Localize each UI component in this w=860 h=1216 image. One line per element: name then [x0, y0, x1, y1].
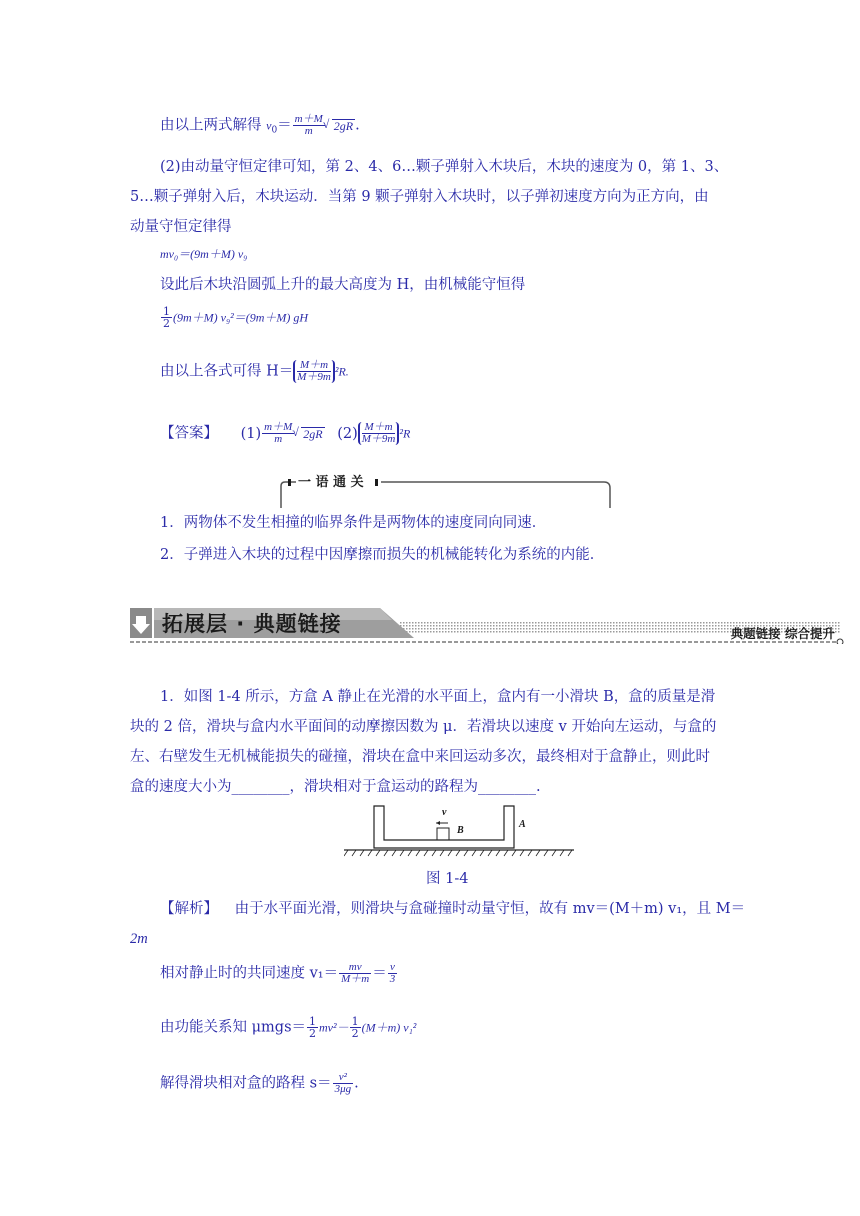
- denominator: M＋9m: [297, 371, 331, 383]
- problem-line: 1．如图 1-4 所示，方盒 A 静止在光滑的水平面上，盒内有一小滑块 B，盒的质量是滑: [160, 689, 716, 705]
- subscript: 0: [271, 125, 278, 136]
- banner-subtitle: 典题链接 综合提升: [730, 626, 835, 641]
- denominator: m: [274, 433, 283, 445]
- fraction: [388, 962, 398, 985]
- summary-item-2: 2．子弹进入木块的过程中因摩擦而损失的机械能转化为系统的内能．: [160, 547, 605, 563]
- period: .: [354, 1075, 359, 1092]
- equals: ＝: [372, 965, 387, 982]
- equation-rest: (9m＋M) v₉²＝(9m＋M) gH: [173, 310, 309, 325]
- text: 由以上两式解得: [160, 117, 262, 134]
- numerator: 1: [351, 1015, 359, 1028]
- sqrt-expression: √ 2gR: [332, 119, 355, 132]
- section-banner: [130, 604, 845, 644]
- fraction-half: [350, 1016, 361, 1039]
- paren-fraction: [293, 360, 335, 383]
- text: 相对静止时的共同速度 v₁＝: [160, 965, 339, 982]
- figure-label-b: B: [457, 825, 464, 836]
- answer-label: 【答案】: [160, 425, 218, 442]
- solution-text: 由于水平面光滑，则滑块与盒碰撞时动量守恒，故有 mv＝(M＋m) v₁，且 M＝: [234, 901, 746, 917]
- denominator: 2: [309, 1027, 317, 1040]
- banner-title: 拓展层 · 典题链接: [162, 612, 342, 636]
- text: mv²－: [319, 1020, 349, 1035]
- figure-label-v: v: [442, 807, 447, 818]
- fraction: [293, 114, 325, 137]
- summary-item-1: 1．两物体不发生相撞的临界条件是两物体的速度同向同速．: [160, 515, 547, 531]
- denominator: M＋m: [341, 973, 370, 985]
- numerator: mv: [339, 962, 371, 974]
- yiyu-title: 一 语 通 关: [298, 475, 364, 490]
- paragraph-line: 5…颗子弹射入后，木块运动．当第 9 颗子弹射入木块时，以子弹初速度方向为正方向，由: [130, 189, 709, 205]
- text: (M＋m) v₁²: [361, 1020, 417, 1035]
- numerator: M＋m: [297, 360, 331, 372]
- numerator: m＋M: [264, 421, 293, 433]
- paren-fraction: [358, 422, 400, 445]
- text: 由以上各式可得 H＝: [160, 363, 294, 380]
- period: .: [355, 117, 360, 134]
- paragraph-line: (2)由动量守恒定律可知，第 2、4、6…颗子弹射入木块后，木块的速度为 0，第 1、3、: [160, 159, 729, 175]
- answer-line: [160, 422, 410, 445]
- fraction: [339, 962, 371, 985]
- fraction-half: [161, 306, 172, 329]
- problem-line: 块的 2 倍，滑块与盒内水平面间的动摩擦因数为 μ．若滑块以速度 v 开始向左运动，与盒的: [130, 719, 717, 735]
- equation-momentum: mv₀＝(9m＋M) v₉: [160, 247, 248, 261]
- fraction: [333, 1072, 354, 1095]
- solution-label: 【解析】: [160, 901, 218, 917]
- answer-2-prefix: (2): [337, 425, 358, 442]
- denominator: M＋9m: [361, 433, 396, 445]
- solution-line-v0: [160, 114, 360, 137]
- paragraph-line: 动量守恒定律得: [130, 219, 232, 235]
- figure-caption: 图 1-4: [426, 871, 469, 887]
- numerator: M＋m: [362, 422, 396, 434]
- numerator: v²: [333, 1072, 354, 1084]
- text: 由功能关系知 μmgs＝: [160, 1019, 307, 1036]
- equals: ＝: [277, 117, 292, 134]
- denominator: 2: [163, 317, 170, 330]
- result-line: [160, 360, 349, 383]
- problem-line: 左、右壁发生无机械能损失的碰撞，滑块在盒中来回运动多次，最终相对于盒静止，则此时: [130, 749, 710, 765]
- fraction: [262, 422, 294, 445]
- numerator: 1: [309, 1015, 317, 1028]
- text: ²R: [399, 426, 411, 441]
- equation-energy: [160, 306, 308, 329]
- numerator: m＋M: [294, 113, 323, 125]
- solution-line-5: [160, 1072, 359, 1095]
- solution-line-1: [160, 902, 745, 917]
- denominator: 3: [389, 973, 396, 985]
- answer-1-prefix: (1): [240, 425, 262, 442]
- figure-box-diagram: [344, 800, 584, 860]
- sqrt-expression: √ 2gR: [301, 427, 324, 440]
- solution-line-4: [160, 1016, 416, 1039]
- denominator: 2: [351, 1027, 359, 1040]
- paragraph-line: 设此后木块沿圆弧上升的最大高度为 H，由机械能守恒得: [160, 277, 526, 293]
- solution-line-2: 2m: [130, 931, 148, 947]
- numerator: v: [388, 962, 398, 974]
- denominator: 3μg: [334, 1083, 352, 1095]
- denominator: m: [304, 125, 313, 137]
- numerator: 1: [163, 305, 170, 318]
- problem-line: 盒的速度大小为________，滑块相对于盒运动的路程为________.: [130, 779, 541, 795]
- text: 解得滑块相对盒的路程 s＝: [160, 1075, 332, 1092]
- figure-label-a: A: [519, 819, 526, 830]
- text: ²R.: [334, 364, 349, 379]
- symbol-v: v: [266, 118, 272, 133]
- fraction-half: [307, 1016, 318, 1039]
- solution-line-3: [160, 962, 398, 985]
